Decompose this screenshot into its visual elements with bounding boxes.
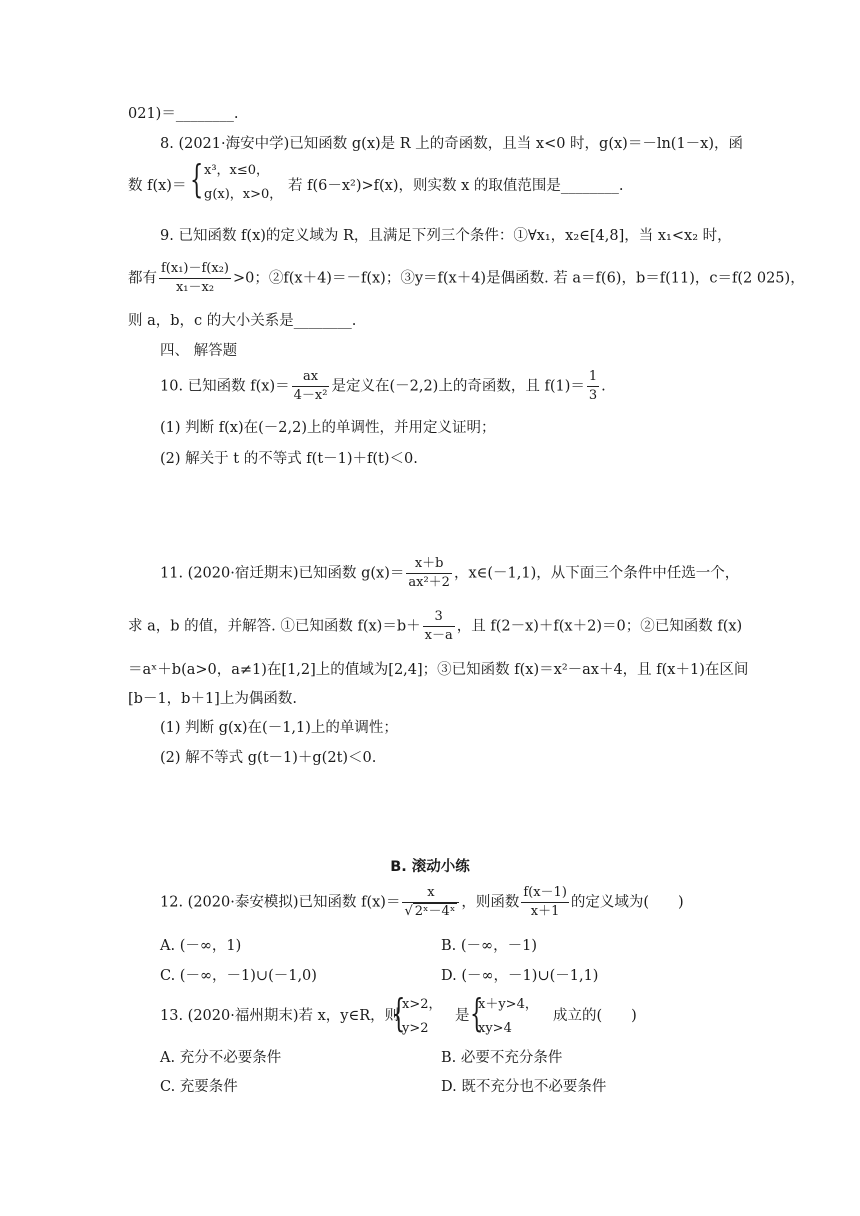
section-heading-b: B. 滚动小练 (390, 859, 470, 875)
q8-case2: g(x)，x>0， (204, 187, 283, 202)
q13-cond1a: x>2， (402, 997, 442, 1012)
q9-line3: 则 a，b，c 的大小关系是________. (128, 313, 357, 329)
q8-prefix: 数 f(x)＝ (128, 178, 187, 194)
q11-line2-fraction (423, 608, 455, 645)
q11-line2b: ，且 f(2－x)＋f(x＋2)＝0；②已知函数 f(x) (456, 618, 743, 635)
q11-prefix: 11. (2020·宿迁期末)已知函数 g(x)＝ (160, 565, 405, 582)
q9-frac-num: f(x₁)－f(x₂) (159, 260, 231, 279)
q11-line2-num: 3 (423, 608, 455, 627)
q11-part2: (2) 解不等式 g(t－1)＋g(2t)＜0. (160, 750, 377, 766)
q13-cond2b: xy>4 (478, 1021, 512, 1036)
q12-prefix: 12. (2020·泰安模拟)已知函数 f(x)＝ (160, 894, 401, 911)
q10-fraction (292, 368, 330, 405)
q12-fraction (402, 884, 459, 921)
q9-frac-den: x₁－x₂ (175, 280, 215, 295)
q13-option-b[interactable]: B. 必要不充分条件 (441, 1050, 563, 1066)
q12-suffix: 的定义域为( ) (570, 894, 684, 911)
q9-prefix: 都有 (128, 270, 157, 287)
q11-line2 (128, 608, 742, 645)
q12-option-b[interactable]: B. (－∞，－1) (441, 938, 537, 954)
q12-option-c[interactable]: C. (－∞，－1)∪(－1,0) (160, 968, 317, 984)
q12-option-d[interactable]: D. (－∞，－1)∪(－1,1) (441, 968, 599, 984)
q13-prefix: 13. (2020·福州期末)若 x，y∈R，则 (160, 1008, 400, 1024)
q11-frac-den: ax²＋2 (408, 575, 450, 590)
q13-mid: 是 (455, 1008, 470, 1024)
q9-line1: 9. 已知函数 f(x)的定义域为 R，且满足下列三个条件：①∀x₁，x₂∈[4,8]，当 x₁<x₂ 时， (160, 228, 732, 244)
q12-frac2-den: x＋1 (530, 904, 560, 919)
q11-line3: ＝aˣ＋b(a>0，a≠1)在[1,2]上的值域为[2,4]；③已知函数 f(x)＝x²－ax＋4，且 f(x＋1)在区间 (128, 662, 749, 678)
q13-brace2: { (470, 991, 484, 1035)
q13-cond1b: y>2 (402, 1021, 429, 1036)
q13-brace1: { (392, 991, 406, 1035)
q10-end: . (601, 378, 606, 395)
q9-suffix: >0；②f(x＋4)＝－f(x)；③y＝f(x＋4)是偶函数. 若 a＝f(6)，b＝f(11)，c＝f(2 025)， (233, 270, 805, 287)
q13-cond2a: x＋y>4， (478, 997, 538, 1012)
q13-option-a[interactable]: A. 充分不必要条件 (160, 1050, 282, 1066)
q12-mid: ，则函数 (461, 894, 520, 911)
q13-option-d[interactable]: D. 既不充分也不必要条件 (441, 1079, 607, 1095)
q10-frac-den: 4－x² (293, 388, 328, 403)
q8-brace: { (190, 157, 204, 201)
q10-line1 (160, 368, 606, 405)
q9-fraction (159, 260, 231, 297)
q12-frac-den: 2ˣ－4ˣ (414, 904, 456, 919)
q12-frac2-num: f(x－1) (521, 884, 569, 903)
q10-value-fraction (587, 368, 599, 405)
q11-part1: (1) 判断 g(x)在(－1,1)上的单调性； (160, 720, 398, 736)
q11-fraction (406, 555, 452, 592)
q11-line2a: 求 a，b 的值，并解答. ①已知函数 f(x)＝b＋ (128, 618, 421, 635)
q10-mid: 是定义在(－2,2)上的奇函数，且 f(1)＝ (331, 378, 585, 395)
q10-val-den: 3 (588, 388, 598, 403)
q8-line1: 8. (2021·海安中学)已知函数 g(x)是 R 上的奇函数，且当 x<0 时，g(x)＝－ln(1－x)，函 (160, 136, 744, 152)
q13-suffix: 成立的( ) (553, 1008, 637, 1024)
q12-option-a[interactable]: A. (－∞，1) (160, 938, 242, 954)
q12-line1 (160, 884, 684, 921)
q7-tail: 021)＝________. (128, 106, 239, 122)
q12-fraction2 (521, 884, 569, 921)
q10-prefix: 10. 已知函数 f(x)＝ (160, 378, 290, 395)
q11-frac-num: x＋b (406, 555, 452, 574)
q10-part2: (2) 解关于 t 的不等式 f(t－1)＋f(t)＜0. (160, 451, 418, 467)
q11-line1 (160, 555, 739, 592)
section-heading-4: 四、 解答题 (160, 343, 238, 359)
q8-case1: x³，x≤0， (204, 163, 270, 178)
q8-suffix: 若 f(6－x²)>f(x)，则实数 x 的取值范围是________. (288, 178, 624, 194)
q10-val-num: 1 (587, 368, 599, 387)
q11-line2-den: x－a (424, 628, 453, 643)
q11-suffix: ，x∈(－1,1)，从下面三个条件中任选一个， (453, 565, 740, 582)
q12-frac-num: x (402, 884, 459, 903)
q13-option-c[interactable]: C. 充要条件 (160, 1079, 238, 1095)
q10-part1: (1) 判断 f(x)在(－2,2)上的单调性，并用定义证明； (160, 420, 496, 436)
q12-frac-den-wrap: √ 2ˣ－4ˣ (404, 904, 456, 919)
q9-line2 (128, 260, 805, 297)
q10-frac-num: ax (292, 368, 330, 387)
q11-line4: [b－1，b＋1]上为偶函数. (128, 691, 297, 707)
